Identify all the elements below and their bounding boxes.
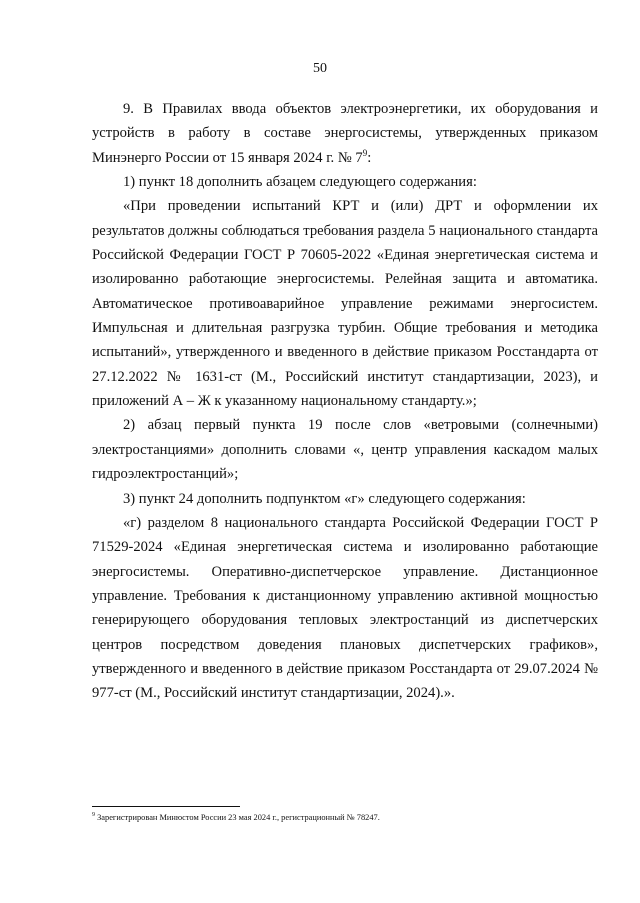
footnote (92, 812, 598, 824)
document-body (92, 97, 598, 706)
paragraph-subitem-1: 1) пункт 18 дополнить абзацем следующего содержания: (123, 174, 477, 191)
paragraph-quote-1: «При проведении испытаний КРТ и (или) ДРТ и оформлении их результатов должны соблюдаться требования раздела 5 национального стандарта Российской Федерации ГОСТ Р 70605-2022 «Единая энергетическая система и изолированно работающие энергосистемы. Релейная защита и автоматика. Автоматическое противоаварийное управление режимами энергосистем. Импульсная и длительная разгрузка турбин. Общие требования и методика испытаний», утвержденного и введенного в действие приказом Росстандарта от 27.12.2022 № 1631-ст (М., Российский институт стандартизации, 2023), и приложений А – Ж к указанному национальному стандарту.»; (92, 198, 598, 410)
footnote-divider (92, 806, 240, 807)
footnote-text: Зарегистрирован Минюстом России 23 мая 2024 г., регистрационный № 78247. (95, 813, 380, 822)
paragraph-item-9 (92, 97, 598, 170)
footnote-marker: 9 (92, 812, 95, 819)
page-number: 50 (313, 61, 327, 76)
paragraph-item-9-text: 9. В Правилах ввода объектов электроэнергетики, их оборудования и устройств в работу в составе энергосистемы, утвержденных приказом Минэнерго России от 15 января 2024 г. № 7 (92, 101, 598, 166)
paragraph-item-9-end: : (367, 149, 372, 166)
footnote-reference[interactable]: 9 (362, 147, 368, 158)
paragraph-subitem-2: 2) абзац первый пункта 19 после слов «ветровыми (солнечными) электростанциями» дополнить словами «, центр управления каскадом малых гидроэлектростанций»; (92, 417, 598, 483)
paragraph-quote-2: «г) разделом 8 национального стандарта Российской Федерации ГОСТ Р 71529-2024 «Единая энергетическая система и изолированно работающие энергосистемы. Оперативно-диспетчерское управление. Дистанционное управление. Требования к дистанционному управлению активной мощностью генерирующего оборудования тепловых электростанций из диспетчерских центров посредством доведения плановых диспетчерских графиков», утвержденного и введенного в действие приказом Росстандарта от 29.07.2024 № 977-ст (М., Российский институт стандартизации, 2024).». (92, 514, 598, 702)
paragraph-subitem-3: 3) пункт 24 дополнить подпунктом «г» следующего содержания: (123, 490, 526, 507)
